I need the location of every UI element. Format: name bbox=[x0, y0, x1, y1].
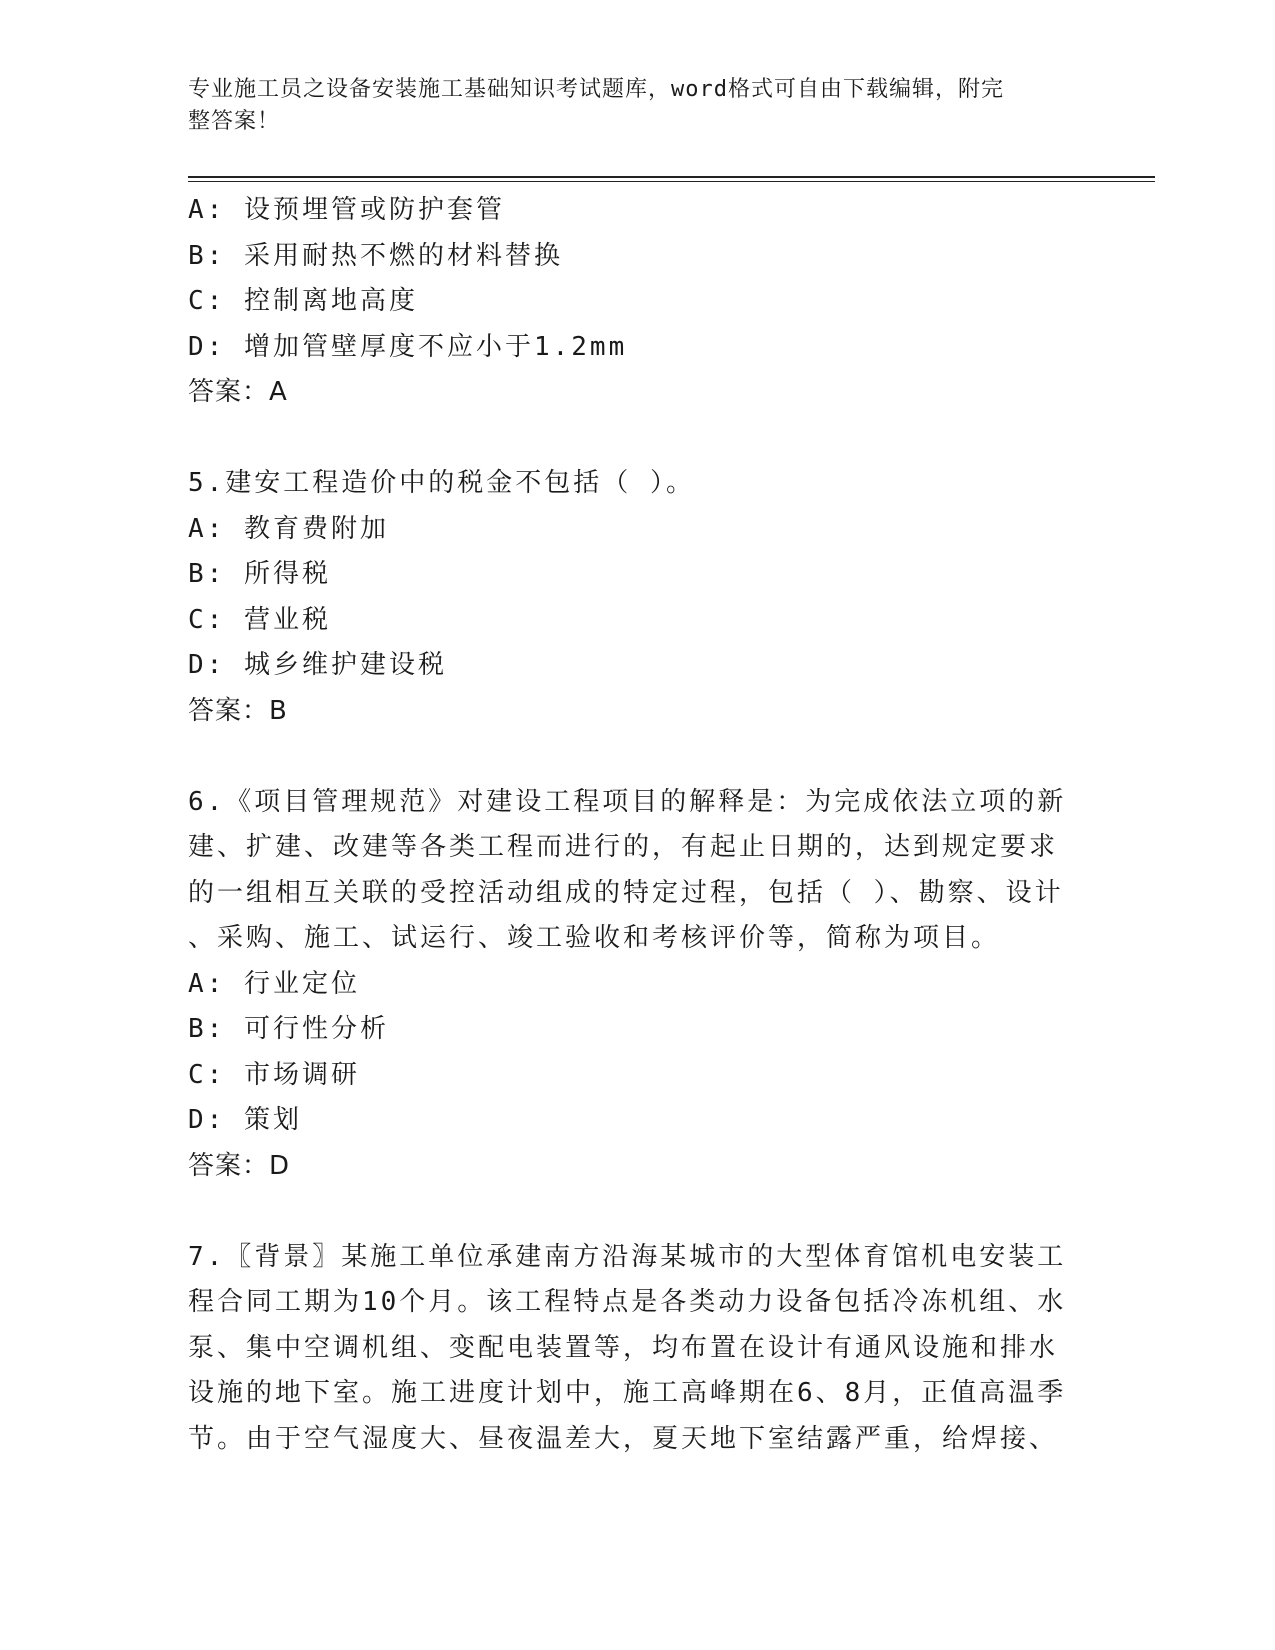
q6-stem-line-1: 6.《项目管理规范》对建设工程项目的解释是：为完成依法立项的新 bbox=[188, 786, 1067, 817]
question-4 bbox=[188, 188, 1088, 416]
q4-answer: 答案：A bbox=[188, 377, 288, 407]
q6-stem-line-4: 、采购、施工、试运行、竣工验收和考核评价等，简称为项目。 bbox=[188, 923, 1001, 953]
spacer bbox=[188, 416, 1088, 462]
question-6 bbox=[188, 780, 1088, 1190]
q4-option-b: B: 采用耐热不燃的材料替换 bbox=[188, 240, 563, 271]
q5-option-d: D: 城乡维护建设税 bbox=[188, 650, 447, 680]
header-rule-thick bbox=[188, 176, 1155, 178]
q7-stem-line-5: 节。由于空气湿度大、昼夜温差大，夏天地下室结露严重，给焊接、 bbox=[188, 1423, 1059, 1454]
header-rule-thin bbox=[188, 181, 1155, 182]
q6-option-b: B: 可行性分析 bbox=[188, 1014, 389, 1044]
spacer bbox=[188, 734, 1088, 780]
q5-stem: 5.建安工程造价中的税金不包括（ ）。 bbox=[188, 468, 695, 498]
q7-stem-line-4: 设施的地下室。施工进度计划中，施工高峰期在6、8月，正值高温季 bbox=[188, 1378, 1067, 1408]
q6-stem-line-3: 的一组相互关联的受控活动组成的特定过程，包括（ ）、勘察、设计 bbox=[188, 877, 1064, 908]
q6-answer: 答案：D bbox=[188, 1150, 291, 1181]
header-title-line-2: 整答案！ bbox=[188, 109, 281, 134]
q4-option-d: D: 增加管壁厚度不应小于1.2mm bbox=[188, 331, 628, 362]
q5-option-a: A: 教育费附加 bbox=[188, 513, 389, 544]
q6-option-d: D: 策划 bbox=[188, 1105, 302, 1135]
q5-option-c: C: 营业税 bbox=[188, 604, 331, 635]
question-5 bbox=[188, 461, 1088, 734]
q6-option-c: C: 市场调研 bbox=[188, 1059, 360, 1090]
spacer bbox=[188, 1189, 1088, 1235]
q5-option-b: B: 所得税 bbox=[188, 559, 331, 589]
q7-stem-line-1: 7.〖背景〗某施工单位承建南方沿海某城市的大型体育馆机电安装工 bbox=[188, 1241, 1067, 1272]
q7-stem-line-3: 泵、集中空调机组、变配电装置等，均布置在设计有通风设施和排水 bbox=[188, 1332, 1059, 1363]
q6-option-a: A: 行业定位 bbox=[188, 968, 360, 999]
q4-option-c: C: 控制离地高度 bbox=[188, 286, 418, 316]
question-list bbox=[188, 188, 1088, 1462]
q5-answer: 答案：B bbox=[188, 695, 288, 726]
q7-stem-line-2: 程合同工期为10个月。该工程特点是各类动力设备包括冷冻机组、水 bbox=[188, 1287, 1067, 1317]
document-header bbox=[188, 74, 1068, 138]
q4-option-a: A: 设预埋管或防护套管 bbox=[188, 195, 505, 225]
q6-stem-line-2: 建、扩建、改建等各类工程而进行的，有起止日期的，达到规定要求 bbox=[188, 832, 1059, 862]
header-title-line-1: 专业施工员之设备安装施工基础知识考试题库，word格式可自由下载编辑，附完 bbox=[188, 77, 1004, 102]
question-7 bbox=[188, 1235, 1088, 1463]
